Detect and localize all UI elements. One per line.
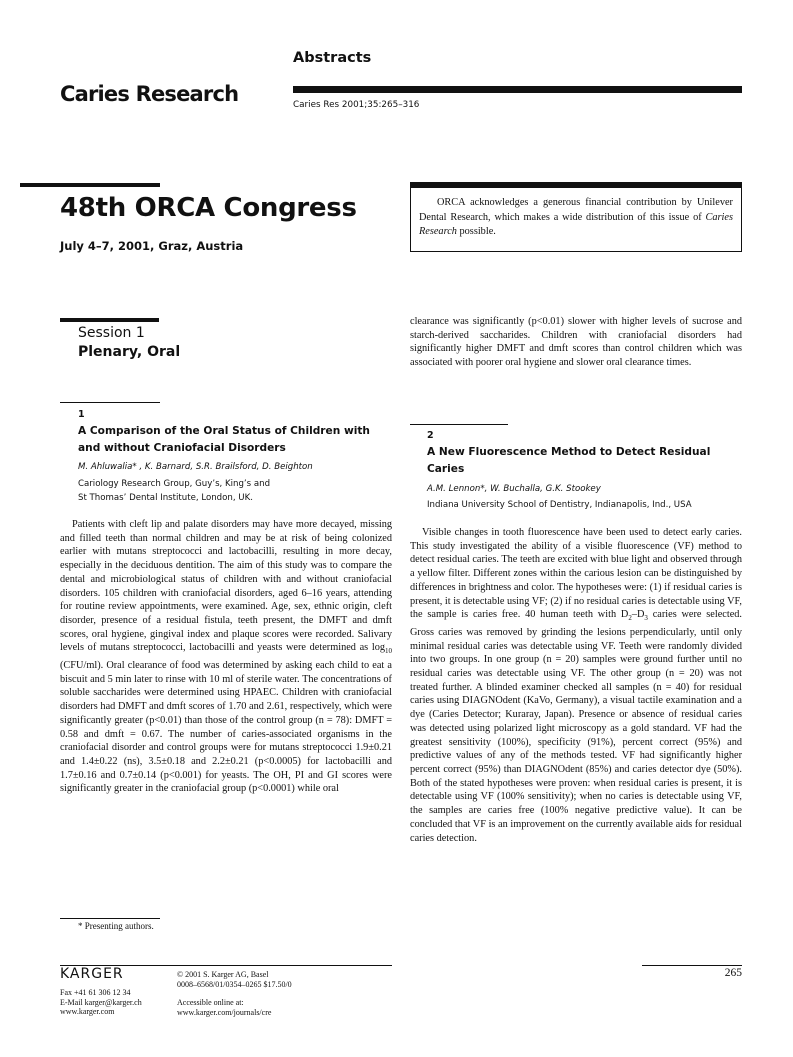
title-rule [20,183,160,187]
affiliation-line: St Thomas’ Dental Institute, London, UK. [78,492,253,503]
abstract2-title: A New Fluorescence Method to Detect Residual Caries [427,446,711,475]
copyright-block [177,970,292,1018]
congress-title: 48th ORCA Congress [60,193,357,223]
body-text: caries were selected. Gross caries was removed by grinding the lesions perpendicularly, until only minimal residual caries was detectable using VF. Teeth were randomly divided into two groups. In one group (n = 20) samples were ground further until no residual caries was detectable using VF. The other group (n = 20) was not treated further. A blinded examiner checked all samples (n = 40) for residual caries using DIAGNOdent (KaVo, Germany), a visual tactile examination and a dye (Caries Detector; Kuraray, Japan). Presence or absence of residual caries was detected using polarized light microscopy as a gold standard. VF had the greatest sensitivity (100%), specificity (91%), percent correct (95%) and predictive values of any of the methods tested. VF had significantly higher percent correct (95%) than DIAGNOdent (85%) and caries detector dye (50%). Both of the stated hypotheses were proven: when residual caries is present, it is detectable using VF (100% sensitivity); when no caries is detectable using VF, the samples are caries free (100% negative predictive value). It can be concluded that VF is an improvement on the currently available aids for residual caries detection. [410,609,742,844]
copyright: © 2001 S. Karger AG, Basel [177,970,269,979]
abstract1-body [60,518,392,796]
body-text: Patients with cleft lip and palate disorders may have more decayed, missing and filled teeth than normal children and may be at risk of being colonized earlier with mutans streptococci and lactobacilli, resulting in more decay, especially in the deciduous dentition. The aim of this study was to compare the dental and microbiological status of children with and without craniofacial disorders. 105 children with craniofacial disorders, aged 6–16 years, attending for routine review appointments, were examined. Age, sex, ethnic origin, cleft disorder, presence of a residual fistula, teeth present, the DMFT and dmft scores, oral hygiene, gingival index and plaque scores were recorded. Salivary levels of mutans streptococci, lactobacilli and yeasts were determined as log [60,519,392,654]
footnote-rule [60,918,160,919]
fax: Fax +41 61 306 12 34 [60,988,131,997]
abstract1-continuation: clearance was significantly (p<0.01) slower with higher levels of sucrose and starch-derived saccharides. Children with craniofacial disorders had significantly higher DMFT and dmft scores than control children which was associated with poorer oral hygiene and slower oral clearance times. [410,316,742,369]
ack-journal: Caries Research [419,211,733,237]
publisher-logo: KARGER [60,966,124,982]
header-rule [293,86,742,93]
abstract2-body [410,526,742,845]
citation: Caries Res 2001;35:265–316 [293,100,420,110]
acknowledgement-box [410,187,742,252]
abstract1-number: 1 [78,409,85,420]
body-text: –D [631,609,645,621]
abstract1-title: A Comparison of the Oral Status of Children with and without Craniofacial Disorders [78,425,370,454]
abstract2-rule [410,424,508,425]
publisher-contact [60,988,142,1017]
subscript: 2 [628,614,632,623]
section-label: Abstracts [293,50,372,66]
email-link[interactable]: E-Mail karger@karger.ch [60,997,142,1007]
journal-name: Caries Research [60,82,239,106]
session-rule [60,318,159,322]
body-text: Visible changes in tooth fluorescence have been used to detect early caries. This study investigated the ability of a visible fluorescence (VF) method to detect residual caries. The teeth are excited with blue light and observed through a yellow filter. Different zones within the carious lesion can be distinguished by differences in brightness and color. The hypotheses were: (1) if residual caries is present, it is detectable using VF; (2) if no residual caries is detectable using VF, the sample is caries free. 40 human teeth with D [410,527,742,621]
online-label: Accessible online at: [177,998,244,1008]
abstract2-number: 2 [427,430,434,441]
footer-rule-right [642,965,742,966]
issn: 0008–6568/01/0354–0265 $17.50/0 [177,979,292,989]
congress-dateline: July 4–7, 2001, Graz, Austria [60,239,244,253]
ack-text-end: possible. [456,226,496,237]
subscript: 10 [385,647,392,656]
abstract2-affiliation: Indiana University School of Dentistry, Indianapolis, Ind., USA [427,500,692,510]
page-number: 265 [724,967,742,979]
abstract2-authors: A.M. Lennon*, W. Buchalla, G.K. Stookey [427,484,601,494]
session-name: Plenary, Oral [78,344,181,360]
affiliation-line: Cariology Research Group, Guy’s, King’s and [78,479,271,489]
body-text: (CFU/ml). Oral clearance of food was determined by asking each child to eat a biscuit and 5 min later to rinse with 10 ml of sterile water. The concentrations of soluble saccharides were determined using HPAEC. Children with craniofacial disorders had DMFT and dmft scores of 1.70 and 2.61, respectively, which were significantly greater (p<0.01) than those of the control group (n = 78): DMFT = 0.58 and dmft = 0.67. The number of caries-associated organisms in the craniofacial disorder and control groups were for mutans streptococci 1.9±0.21 and 1.4±0.22 (ns), 3.5±0.18 and 2.2±0.21 (p<0.0005) for lactobacilli and 1.7±0.16 and 0.7±0.14 (p<0.001) for yeasts. The OH, PI and GI scores were significantly greater in the craniofacial group (p<0.0001) while oral [60,660,392,795]
abstract1-authors: M. Ahluwalia* , K. Barnard, S.R. Brailsford, D. Beighton [78,462,313,472]
subscript: 3 [644,614,648,623]
online-url[interactable]: www.karger.com/journals/cre [177,1008,272,1018]
ack-text: ORCA acknowledges a generous financial contribution by Unilever Dental Research, which makes a wide distribution of this issue of [419,197,733,223]
footnote: * Presenting authors. [78,921,154,931]
abstract1-rule [60,402,160,403]
abstract1-affiliation [78,478,270,505]
website-link[interactable]: www.karger.com [60,1007,115,1017]
session-number: Session 1 [78,325,145,341]
